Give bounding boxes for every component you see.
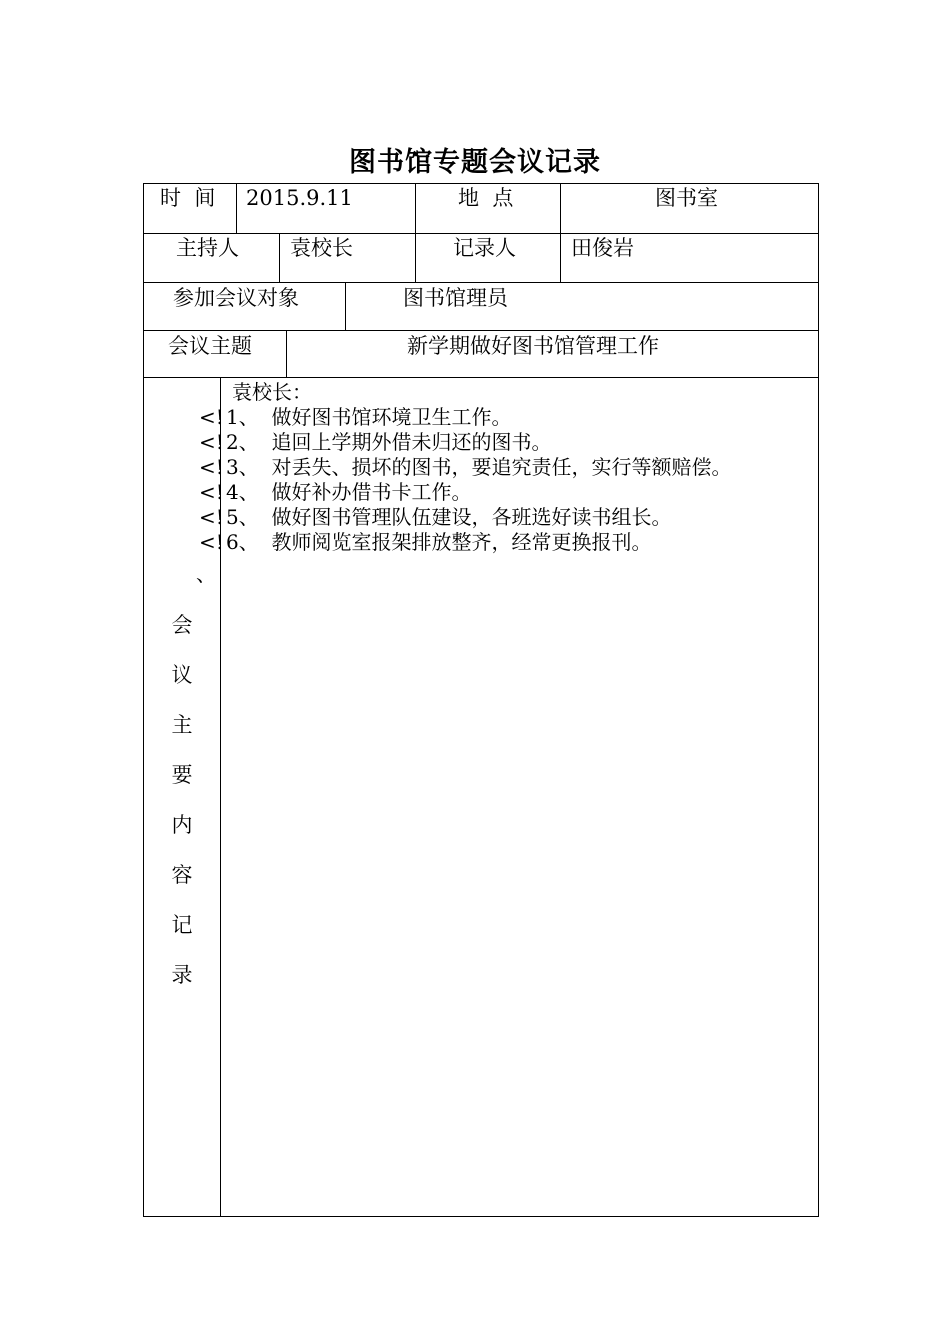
list-item: 3、 对丢失、损坏的图书，要追究责任，实行等额赔偿。 [226,455,732,479]
side-mark: <! [199,455,224,479]
recorder-label: 记录人 [453,236,516,260]
vertical-char: 内 [171,813,193,837]
vertical-char: 议 [171,663,193,687]
time-value: 2015.9.11 [246,186,353,210]
vertical-char: 主 [171,713,193,737]
attendees-label: 参加会议对象 [173,286,299,310]
table-divider [415,183,416,282]
speaker-line: 袁校长： [232,380,312,404]
side-mark: <! [199,430,224,454]
time-label: 时 间 [160,186,216,210]
side-mark-tail: 、 [196,562,216,586]
vertical-char: 会 [171,613,193,637]
list-item: 5、 做好图书管理队伍建设，各班选好读书组长。 [226,505,672,529]
vertical-char: 记 [171,913,193,937]
list-item: 4、 做好补办借书卡工作。 [226,480,472,504]
topic-value: 新学期做好图书馆管理工作 [407,334,659,358]
host-label: 主持人 [176,236,239,260]
topic-label: 会议主题 [168,334,252,358]
table-rule [143,233,819,234]
side-mark: <! [199,505,224,529]
attendees-value: 图书馆理员 [403,286,508,310]
table-rule [143,377,819,378]
vertical-section-label [168,608,196,1008]
side-mark: <! [199,405,224,429]
list-item: 1、 做好图书馆环境卫生工作。 [226,405,512,429]
table-divider [279,233,280,282]
meeting-content [226,380,731,555]
table-divider [236,183,237,233]
list-item: 6、 教师阅览室报架排放整齐，经常更换报刊。 [226,530,652,554]
recorder-value: 田俊岩 [571,236,634,260]
table-divider [286,330,287,377]
place-value: 图书室 [655,186,718,210]
table-divider [560,183,561,282]
vertical-char: 要 [171,763,193,787]
table-divider [345,282,346,330]
side-marks [199,405,224,555]
list-item: 2、 追回上学期外借未归还的图书。 [226,430,552,454]
host-value: 袁校长 [290,236,353,260]
table-rule [143,330,819,331]
place-label: 地 点 [458,186,514,210]
document-title: 图书馆专题会议记录 [349,147,601,178]
vertical-char: 录 [171,963,193,987]
side-mark: <! [199,480,224,504]
table-rule [143,282,819,283]
vertical-char: 容 [171,863,193,887]
side-mark: <! [199,530,224,554]
